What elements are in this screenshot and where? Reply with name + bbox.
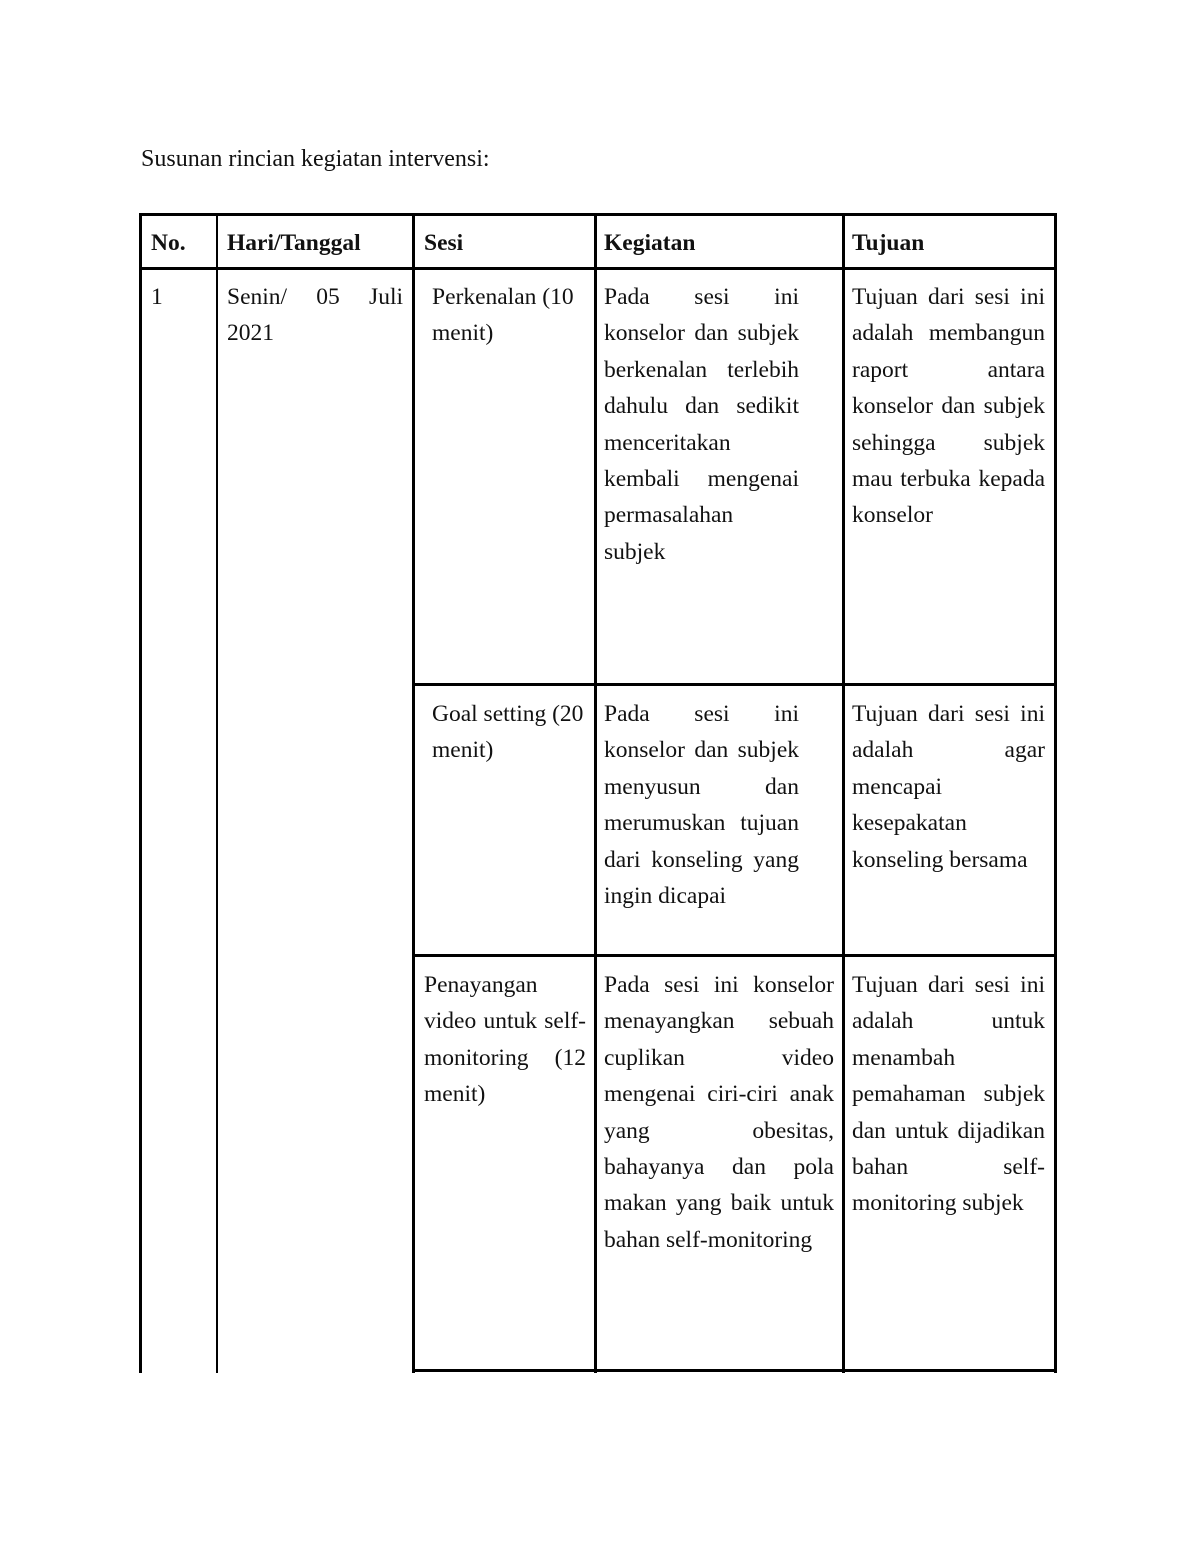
row3-bottom-border <box>413 1369 1057 1372</box>
row2-bottom-border <box>413 954 1057 957</box>
activity-goal-setting: Pada sesi ini konselor dan subjek menyusun dan merumuskan tujuan dari konseling yang ingin dicapai <box>604 701 799 910</box>
activity-penayangan-video: Pada sesi ini konselor menayangkan sebuah cuplikan video mengenai ciri-ciri anak yang obesitas, bahayanya dan pola makan yang baik untuk bahan self-monitoring <box>604 972 834 1253</box>
goal-goal-setting: Tujuan dari sesi ini adalah agar mencapai kesepakatan konseling bersama <box>852 701 1045 873</box>
right-border <box>1054 213 1057 1373</box>
col4-divider <box>842 213 845 1373</box>
col2-divider <box>412 213 415 1373</box>
col1-divider <box>216 213 218 1373</box>
session-goal-setting: Goal setting (20 menit) <box>432 701 584 764</box>
goal-penayangan-video: Tujuan dari sesi ini adalah untuk menambah pemahaman subjek dan untuk dijadikan bahan self-monitoring subjek <box>852 972 1045 1217</box>
header-hari-tanggal: Hari/Tanggal <box>227 230 361 256</box>
col3-divider <box>594 213 597 1373</box>
session-penayangan-video: Penayangan video untuk self-monitoring (12 menit) <box>424 972 586 1108</box>
page-heading: Susunan rincian kegiatan intervensi: <box>141 146 490 172</box>
left-border <box>139 213 142 1373</box>
row-date: Senin/ 05 Juli 2021 <box>227 284 403 347</box>
activity-perkenalan: Pada sesi ini konselor dan subjek berkenalan terlebih dahulu dan sedikit menceritakan kembali mengenai permasalahan subjek <box>604 284 799 565</box>
row-number: 1 <box>151 284 163 310</box>
header-tujuan: Tujuan <box>852 230 925 256</box>
row1-bottom-border <box>413 683 1057 686</box>
activity-table <box>139 213 1057 1373</box>
header-kegiatan: Kegiatan <box>604 230 696 256</box>
header-sesi: Sesi <box>424 230 464 256</box>
header-no: No. <box>151 230 186 256</box>
goal-perkenalan: Tujuan dari sesi ini adalah membangun raport antara konselor dan subjek sehingga subjek mau terbuka kepada konselor <box>852 284 1045 529</box>
table-top-border <box>139 213 1057 216</box>
header-bottom-border <box>139 267 1057 270</box>
session-perkenalan: Perkenalan (10 menit) <box>432 284 574 347</box>
